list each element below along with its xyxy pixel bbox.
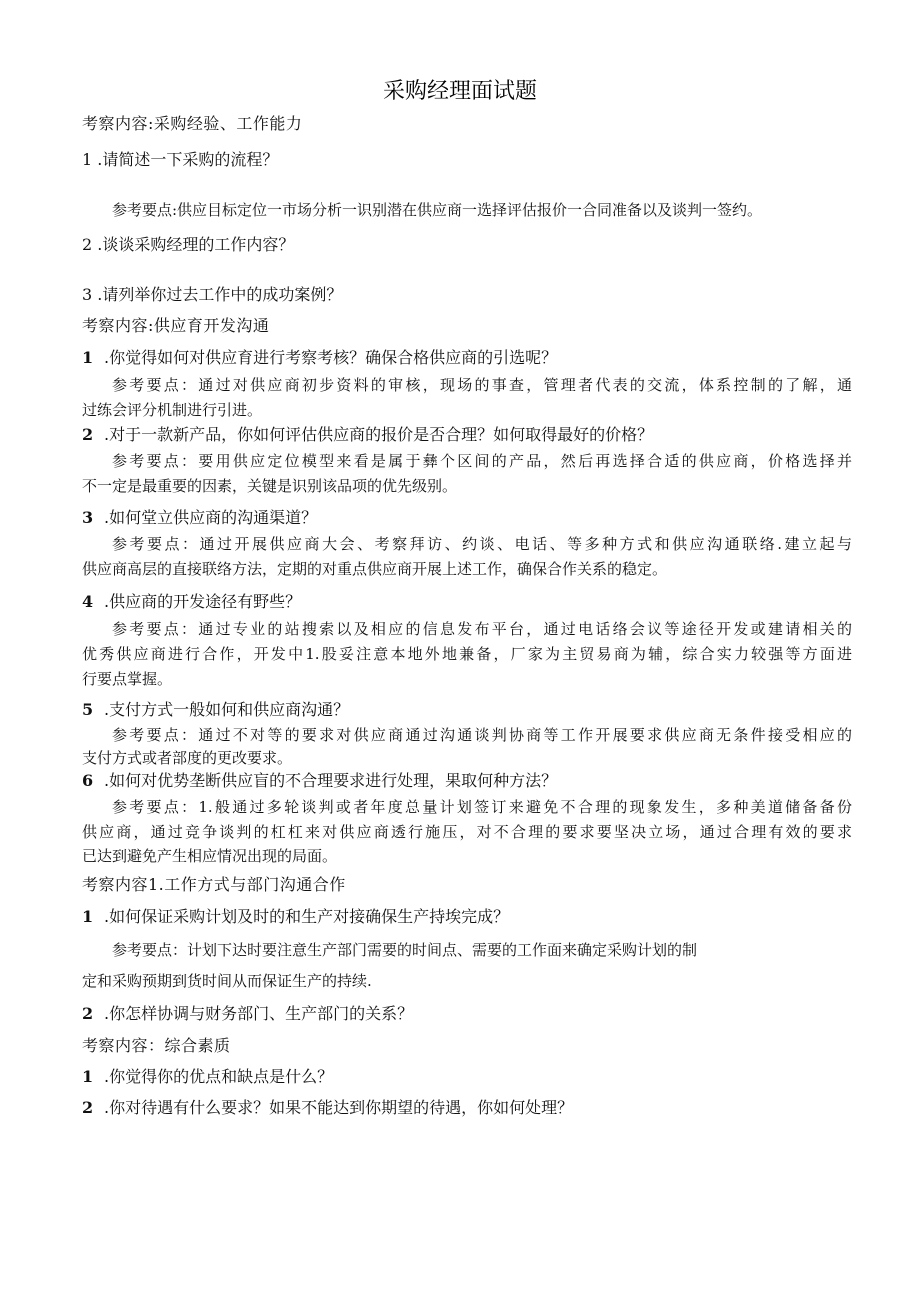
answer-1-1: 参考要点:供应目标定位一市场分析一识别潜在供应商一选择评估报价一合同准备以及谈判一签约。 xyxy=(112,201,763,219)
answer-2-4-line3: 行要点掌握。 xyxy=(82,670,173,688)
answer-2-6-line1: 参考要点：1.般通过多轮谈判或者年度总量计划签订来避免不合理的现象发生，多种美道储备备份 xyxy=(112,798,852,816)
answer-2-3-line1: 参考要点：通过开展供应商大会、考察拜访、约谈、电话、等多种方式和供应沟通联络.建立起与 xyxy=(112,535,852,553)
answer-2-4-line2: 优秀供应商进行合作，开发中1.股妥注意本地外地兼备，厂家为主贸易商为辅，综合实力较强等方面进 xyxy=(82,645,852,663)
question-1-1: 1 .请简述一下采购的流程？ xyxy=(82,150,279,169)
answer-2-1-line2: 过练会评分机制进行引进。 xyxy=(82,401,263,419)
answer-2-6-line2: 供应商，通过竞争谈判的杠杠来对供应商透行施压，对不合理的要求要坚决立场，通过合理有效的要求 xyxy=(82,823,852,841)
page-title: 采购经理面试题 xyxy=(382,79,537,104)
question-3-1 xyxy=(82,905,852,929)
answer-2-4-line1: 参考要点：通过专业的站搜索以及相应的信息发布平台，通过电话络会议等途径开发或建请相关的 xyxy=(112,620,852,638)
question-2-1 xyxy=(82,346,852,370)
question-text: .你对待遇有什么要求？如果不能达到你期望的待遇，你如何处理？ xyxy=(104,1098,574,1117)
answer-2-5-line2: 支付方式或者部度的更改要求。 xyxy=(82,749,293,767)
question-number: 1 xyxy=(82,1067,94,1086)
question-number: 1 xyxy=(82,348,94,367)
question-2-5 xyxy=(82,698,852,722)
section-heading-1: 考察内容:采购经验、工作能力 xyxy=(82,114,303,133)
answer-3-1-line1: 参考要点：计划下达时要注意生产部门需要的时间点、需要的工作面来确定采购计划的制 xyxy=(112,941,698,959)
question-number: 1 xyxy=(82,907,94,926)
question-number: 3 xyxy=(82,508,94,527)
question-4-2 xyxy=(82,1096,852,1120)
question-number: 5 xyxy=(82,700,94,719)
answer-2-2-line2: 不一定是最重要的因素，关键是识别该品项的优先级别。 xyxy=(82,477,458,495)
section-heading-2: 考察内容:供应育开发沟通 xyxy=(82,316,270,335)
answer-3-1-line2: 定和采购预期到货时间从而保证生产的持续. xyxy=(82,972,372,990)
question-number: 2 xyxy=(82,1004,94,1023)
section-heading-3: 考察内容1.工作方式与部门沟通合作 xyxy=(82,875,346,894)
answer-2-1-line1: 参考要点：通过对供应商初步资料的审核，现场的事查，管理者代表的交流，体系控制的了解，通 xyxy=(112,376,852,394)
question-3-2 xyxy=(82,1002,852,1026)
question-text: .支付方式一般如何和供应商沟通？ xyxy=(104,700,350,719)
section-heading-4: 考察内容：综合素质 xyxy=(82,1036,231,1055)
question-4-1 xyxy=(82,1065,852,1089)
question-text: .如何对优势垄断供应盲的不合理要求进行处理，果取何种方法？ xyxy=(104,771,558,790)
question-text: .你觉得你的优点和缺点是什么？ xyxy=(104,1067,334,1086)
answer-2-5-line1: 参考要点：通过不对等的要求对供应商通过沟通谈判协商等工作开展要求供应商无条件接受相应的 xyxy=(112,726,852,744)
answer-2-6-line3: 已达到避免产生相应情况出现的局面。 xyxy=(82,847,338,865)
question-number: 2 xyxy=(82,1098,94,1117)
question-2-6 xyxy=(82,769,852,793)
question-text: .你怎样协调与财务部门、生产部门的关系？ xyxy=(104,1004,414,1023)
question-text: .你觉得如何对供应育进行考察考核？确保合格供应商的引选呢？ xyxy=(104,348,558,367)
question-1-2: 2 .谈谈采购经理的工作内容？ xyxy=(82,235,295,254)
question-number: 6 xyxy=(82,771,94,790)
question-text: .如何保证采购计划及时的和生产对接确保生产持埃完成？ xyxy=(104,907,510,926)
question-text: .如何堂立供应商的沟通渠道？ xyxy=(104,508,318,527)
question-text: .供应商的开发途径有野些？ xyxy=(104,592,302,611)
question-number: 2 xyxy=(82,425,94,444)
answer-2-3-line2: 供应商高层的直接联络方法，定期的对重点供应商开展上述工作，确保合作关系的稳定。 xyxy=(82,560,668,578)
question-2-4 xyxy=(82,590,852,614)
answer-2-2-line1: 参考要点：要用供应定位模型来看是属于彝个区间的产品，然后再选择合适的供应商，价格选择并 xyxy=(112,452,852,470)
question-1-3: 3 .请列举你过去工作中的成功案例？ xyxy=(82,285,343,304)
question-2-2 xyxy=(82,423,852,447)
question-2-3 xyxy=(82,506,852,530)
question-text: .对于一款新产品，你如何评估供应商的报价是否合理？如何取得最好的价格？ xyxy=(104,425,654,444)
question-number: 4 xyxy=(82,592,94,611)
